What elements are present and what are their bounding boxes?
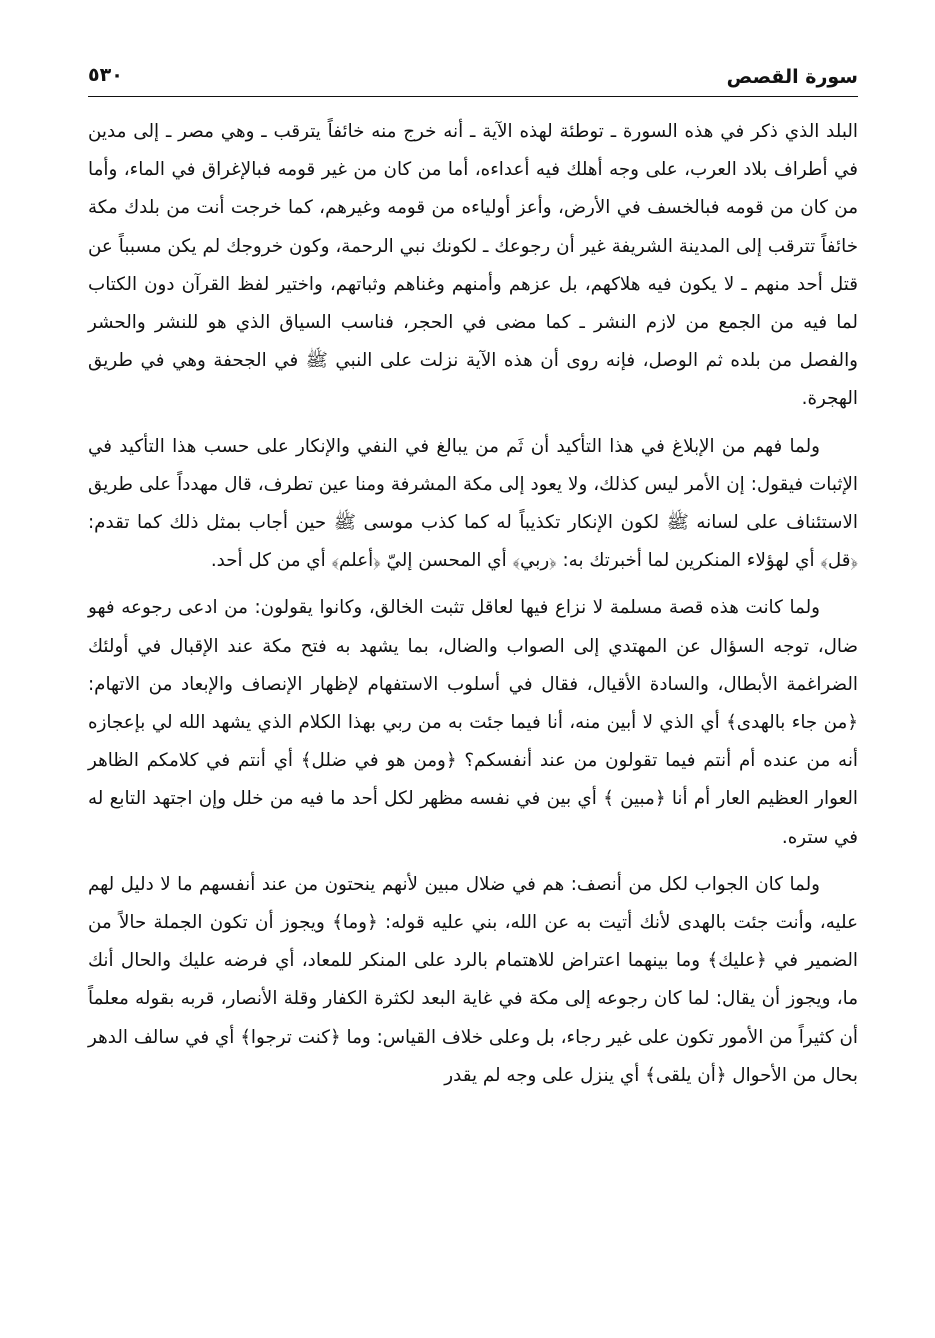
page-header [88, 58, 858, 96]
paragraph-4: ولما كان الجواب لكل من أنصف: هم في ضلال مبين لأنهم ينحتون من عند أنفسهم ما لا دليل لهم عليه، وأنت جئت بالهدى لأنك أتيت به عن الله، بني عليه قوله: ﴿وما﴾ ويجوز أن تكون الجملة حالاً من الضمير في ﴿عليك﴾ وما بينهما اعتراض للاهتمام بالرد على المنكر للمعاد، أي فرضه عليك والحال أنك ما، ويجوز أن يقال: لما كان رجوعه إلى مكة في غاية البعد لكثرة الكفار وقلة الأنصار، قربه بقوله معلماً أن كثيراً من الأمور تكون على غير رجاء، بل وعلى خلاف القياس: وما ﴿كنت ترجوا﴾ أي في سالف الدهر بحال من الأحوال ﴿أن يلقى﴾ أي ينزل على وجه لم يقدر [88, 873, 858, 1086]
paragraph-3: ولما كانت هذه قصة مسلمة لا نزاع فيها لعاقل تثبت الخالق، وكانوا يقولون: من ادعى رجوعه فهو ضال، توجه السؤال عن المهتدي إلى الصواب والضال، بما يشهد به فتح مكة عند الإقبال في أولئك الضراغمة الأبطال، والسادة الأقيال، فقال في أسلوب الاستفهام لإظهار الإنصاف والإبعاد من الاتهام: ﴿من جاء بالهدى﴾ أي الذي لا أبين منه، أنا فيما جئت به من ربي بهذا الكلام الذي يشهد الله لي بإعجازه أنه من عنده أم أنتم فيما تقولون من عند أنفسكم؟ ﴿ومن هو في ضلل﴾ أي أنتم في كلامكم الظاهر العوار العظيم العار أم أنا ﴿مبين ﴾ أي بين في نفسه مظهر لكل أحد ما فيه من خلل وإن اجتهد التابع له في ستره. [88, 597, 858, 848]
surah-title: سورة القصص [726, 66, 858, 88]
book-page [88, 58, 858, 1318]
paragraph-1: البلد الذي ذكر في هذه السورة ـ توطئة لهذه الآية ـ أنه خرج منه خائفاً يترقب ـ وهي مصر ـ إلى مدين في أطراف بلاد العرب، على وجه أهلك فيه أعداءه، أما من كان من غير قومه فبالإغراق في الماء، وأما من كان من قومه فبالخسف في الأرض، وأعز أولياءه من قومه وغيرهم، كما خرجت أنت من بلدك مكة خائفاً تترقب إلى المدينة الشريفة غير أن رجوعك ـ لكونك نبي الرحمة، وكون خروجك لم يكن مسبباً عن قتل أحد منهم ـ لا يكون فيه هلاكهم، بل عزهم وأمنهم وغناهم وثباتهم، واختير لفظ القرآن دون الكتاب لما فيه من الجمع من لازم النشر ـ كما مضى في الحجر، فناسب السياق الذي هو للنشر والحشر والفصل من بلده ثم الوصل، فإنه روى أن هذه الآية نزلت على النبي ﷺ في الجحفة وهي في طريق الهجرة. [88, 121, 858, 410]
page-body [88, 113, 858, 1095]
page-number: ٥٣٠ [88, 64, 123, 86]
paragraph-2: ولما فهم من الإبلاغ في هذا التأكيد أن ثَم من يبالغ في النفي والإنكار على حسب هذا التأكيد في الإثبات فيقول: إن الأمر ليس كذلك، ولا يعود إلى مكة المشرفة ومنا عين تطرف، قال مهدداً على طريق الاستئناف على لسانه ﷺ لكون الإنكار تكذيباً له كما كذب موسى ﷺ حين أجاب بمثل ذلك كما تقدم: ﴿قل﴾ أي لهؤلاء المنكرين لما أخبرتك به: ﴿ربي﴾ أي المحسن إليّ ﴿أعلم﴾ أي من كل أحد. [88, 435, 858, 572]
header-divider [88, 96, 858, 97]
